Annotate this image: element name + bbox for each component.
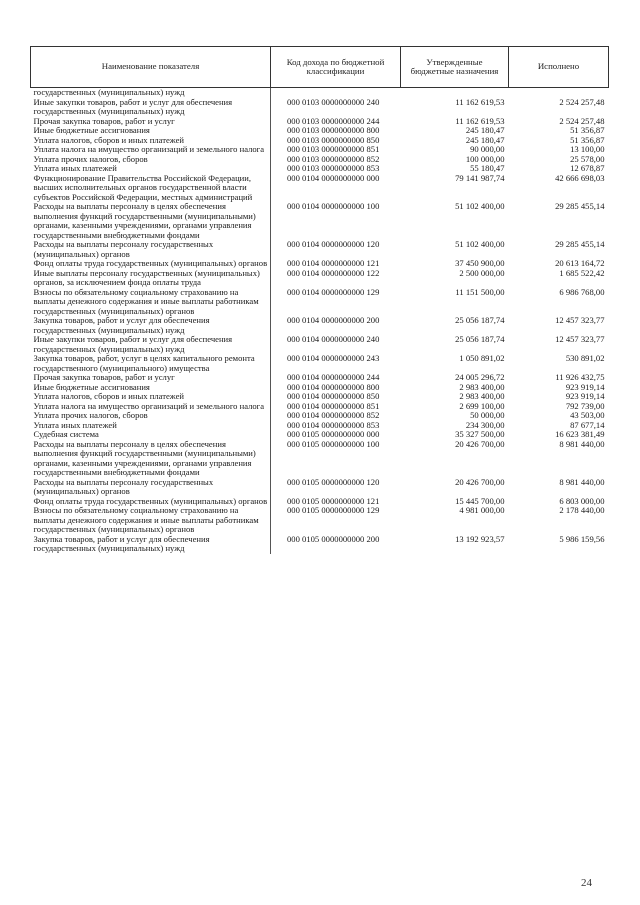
- row-name-cell: Уплата налога на имущество организаций и земельного налога: [33, 144, 265, 154]
- row-executed-cell: 12 457 323,77: [555, 334, 605, 344]
- row-executed-cell: 6 803 000,00: [559, 495, 605, 506]
- row-code-cell: 000 0105 0000000000 129: [271, 506, 401, 535]
- row-executed-cell: 20 613 164,72: [555, 258, 605, 268]
- row-name-cell: Расходы на выплаты персоналу в целях обеспечения выполнения функций государственными (муниципальными) органами, казенными учреждениями, органами управления государственными внебюджетными фондами: [33, 438, 256, 477]
- row-name-cell: Фонд оплаты труда государственных (муниципальных) органов: [33, 495, 268, 506]
- row-executed-cell: 87 677,14: [570, 419, 605, 430]
- row-code-cell: 000 0104 0000000000 243: [271, 354, 401, 373]
- row-executed-cell: 792 739,00: [565, 400, 605, 411]
- row-executed-cell: 51 356,87: [570, 134, 605, 145]
- row-code-cell: 000 0105 0000000000 120: [271, 478, 401, 497]
- row-executed-cell: 12 457 323,77: [555, 315, 605, 325]
- row-approved-cell: [401, 88, 509, 98]
- row-code-cell: 000 0104 0000000000 244: [271, 373, 401, 383]
- row-code-cell: 000 0104 0000000000 800: [271, 383, 401, 393]
- row-executed-cell: 29 285 455,14: [555, 239, 605, 249]
- row-code-cell: 000 0104 0000000000 853: [271, 421, 401, 431]
- row-executed-cell: 8 981 440,00: [559, 438, 605, 449]
- table-row: [31, 440, 609, 478]
- row-approved-cell: 245 180,47: [465, 125, 505, 135]
- row-name-cell: Закупка товаров, работ, услуг в целях капитального ремонта государственного (муниципального) имущества: [33, 353, 255, 373]
- row-name-cell: Иные выплаты персоналу государственных (муниципальных) органов, за исключением фонда оплаты труда: [33, 267, 260, 287]
- row-approved-cell: 35 327 500,00: [455, 429, 505, 439]
- row-code-cell: 000 0104 0000000000 200: [271, 316, 401, 335]
- row-executed-cell: 11 926 432,75: [555, 372, 605, 382]
- row-code-cell: 000 0104 0000000000 851: [271, 402, 401, 412]
- row-code-cell: [271, 88, 401, 98]
- row-executed-cell: 1 685 522,42: [559, 267, 605, 278]
- row-approved-cell: 50 000,00: [470, 410, 505, 420]
- row-executed-cell: 8 981 440,00: [559, 476, 605, 487]
- budget-execution-table: [30, 46, 609, 554]
- row-name-cell: Функционирование Правительства Российской Федерации, высших исполнительных органов государственной власти субъектов Российской Федерации, местных администраций: [33, 172, 253, 202]
- row-code-cell: 000 0104 0000000000 100: [271, 202, 401, 240]
- row-code-cell: 000 0103 0000000000 853: [271, 164, 401, 174]
- row-name-cell: Уплата налогов, сборов и иных платежей: [33, 391, 185, 401]
- table-row: [31, 240, 609, 259]
- row-name-cell: Расходы на выплаты персоналу государственных (муниципальных) органов: [33, 239, 214, 259]
- row-approved-cell: 13 192 923,57: [455, 533, 505, 544]
- row-approved-cell: 1 050 891,02: [459, 353, 505, 363]
- table-row: [31, 316, 609, 335]
- table-row: [31, 535, 609, 554]
- row-name-cell: Уплата налогов, сборов и иных платежей: [33, 134, 185, 145]
- row-name-cell: Уплата прочих налогов, сборов: [33, 153, 148, 164]
- row-name-cell: Взносы по обязательному социальному страхованию на выплаты денежного содержания и иные выплаты работникам государственных (муниципальных) органов: [33, 505, 259, 534]
- row-approved-cell: 2 983 400,00: [459, 391, 505, 401]
- row-executed-cell: 12 678,87: [570, 163, 605, 173]
- row-approved-cell: 11 162 619,53: [455, 96, 505, 107]
- row-name-cell: Уплата иных платежей: [33, 163, 117, 173]
- row-approved-cell: 37 450 900,00: [455, 258, 505, 268]
- row-code-cell: 000 0103 0000000000 800: [271, 126, 401, 136]
- row-name-cell: Закупка товаров, работ и услуг для обеспечения государственных (муниципальных) нужд: [33, 533, 210, 553]
- table-row: [31, 335, 609, 354]
- row-name-cell: Расходы на выплаты персоналу государственных (муниципальных) органов: [33, 476, 214, 496]
- row-code-cell: 000 0104 0000000000 000: [271, 174, 401, 203]
- table-body: [31, 88, 609, 554]
- table-row: [31, 506, 609, 535]
- row-name-cell: Взносы по обязательному социальному страхованию на выплаты денежного содержания и иные выплаты работникам государственных (муниципальных) органов: [33, 286, 259, 316]
- row-executed-cell: [509, 88, 609, 98]
- row-name-cell: Прочая закупка товаров, работ и услуг: [33, 115, 175, 126]
- row-code-cell: 000 0103 0000000000 850: [271, 136, 401, 146]
- row-name-cell: Иные закупки товаров, работ и услуг для обеспечения государственных (муниципальных) нужд: [33, 96, 233, 116]
- row-executed-cell: 530 891,02: [565, 353, 605, 363]
- row-approved-cell: 55 180,47: [470, 163, 505, 173]
- row-code-cell: 000 0105 0000000000 000: [271, 430, 401, 440]
- row-executed-cell: 29 285 455,14: [555, 201, 605, 211]
- table-header-row: [31, 47, 609, 88]
- row-approved-cell: 25 056 187,74: [455, 315, 505, 325]
- row-executed-cell: 42 666 698,03: [555, 172, 605, 183]
- row-code-cell: 000 0105 0000000000 121: [271, 497, 401, 507]
- row-code-cell: 000 0103 0000000000 240: [271, 98, 401, 117]
- row-name-cell: Расходы на выплаты персоналу в целях обеспечения выполнения функций государственными (муниципальными) органами, казенными учреждениями, органами управления государственными внебюджетными фондами: [33, 201, 256, 240]
- row-name-cell: Иные бюджетные ассигнования: [33, 125, 150, 135]
- row-approved-cell: 11 162 619,53: [455, 115, 505, 126]
- row-code-cell: 000 0104 0000000000 122: [271, 269, 401, 288]
- row-code-cell: 000 0103 0000000000 852: [271, 155, 401, 165]
- row-code-cell: 000 0105 0000000000 100: [271, 440, 401, 478]
- row-approved-cell: 20 426 700,00: [455, 438, 505, 449]
- row-code-cell: 000 0104 0000000000 240: [271, 335, 401, 354]
- row-name-cell: Прочая закупка товаров, работ и услуг: [33, 372, 175, 382]
- row-approved-cell: 79 141 987,74: [455, 172, 505, 183]
- row-executed-cell: 2 524 257,48: [559, 96, 605, 107]
- row-name-cell: Уплата налога на имущество организаций и земельного налога: [33, 400, 265, 411]
- table-row: [31, 288, 609, 317]
- header-name: Наименование показателя: [31, 47, 271, 88]
- row-approved-cell: 2 983 400,00: [459, 381, 505, 392]
- row-executed-cell: 5 986 159,56: [559, 533, 605, 544]
- table-row: [31, 98, 609, 117]
- row-name-cell: Уплата иных платежей: [33, 419, 117, 430]
- table-row: [31, 88, 609, 98]
- row-executed-cell: 923 919,14: [565, 381, 605, 392]
- header-approved: Утвержденные бюджетные назначения: [401, 47, 509, 88]
- table-row: [31, 354, 609, 373]
- row-approved-cell: 2 699 100,00: [459, 400, 505, 411]
- row-code-cell: 000 0104 0000000000 129: [271, 288, 401, 317]
- row-approved-cell: 2 500 000,00: [459, 267, 505, 278]
- row-approved-cell: 25 056 187,74: [455, 334, 505, 344]
- row-code-cell: 000 0104 0000000000 852: [271, 411, 401, 421]
- row-code-cell: 000 0104 0000000000 850: [271, 392, 401, 402]
- row-name-cell: государственных (муниципальных) нужд: [33, 87, 185, 97]
- row-approved-cell: 15 445 700,00: [455, 495, 505, 506]
- row-code-cell: 000 0103 0000000000 851: [271, 145, 401, 155]
- table-row: [31, 174, 609, 203]
- page-number: 24: [581, 877, 592, 889]
- row-executed-cell: 2 524 257,48: [559, 115, 605, 126]
- row-executed-cell: 13 100,00: [570, 144, 605, 154]
- row-approved-cell: 24 005 296,72: [455, 372, 505, 382]
- row-executed-cell: 43 503,00: [570, 410, 605, 420]
- row-approved-cell: 234 300,00: [465, 419, 505, 430]
- row-executed-cell: 16 623 381,49: [555, 429, 605, 439]
- row-code-cell: 000 0104 0000000000 121: [271, 259, 401, 269]
- row-code-cell: 000 0103 0000000000 244: [271, 117, 401, 127]
- header-executed: Исполнено: [509, 47, 609, 88]
- row-name-cell: Уплата прочих налогов, сборов: [33, 410, 148, 420]
- row-executed-cell: 923 919,14: [565, 391, 605, 401]
- header-code: Код дохода по бюджетной классификации: [271, 47, 401, 88]
- row-approved-cell: 11 151 500,00: [455, 286, 505, 297]
- row-executed-cell: 2 178 440,00: [559, 505, 605, 515]
- row-approved-cell: 51 102 400,00: [455, 239, 505, 249]
- row-name-cell: Закупка товаров, работ и услуг для обеспечения государственных (муниципальных) нужд: [33, 315, 210, 335]
- row-name-cell: Фонд оплаты труда государственных (муниципальных) органов: [33, 258, 268, 268]
- row-approved-cell: 51 102 400,00: [455, 201, 505, 211]
- table-row: [31, 269, 609, 288]
- row-approved-cell: 90 000,00: [470, 144, 505, 154]
- row-approved-cell: 20 426 700,00: [455, 476, 505, 487]
- row-code-cell: 000 0105 0000000000 200: [271, 535, 401, 554]
- row-executed-cell: 6 986 768,00: [559, 286, 605, 297]
- row-code-cell: 000 0104 0000000000 120: [271, 240, 401, 259]
- row-approved-cell: 100 000,00: [465, 153, 505, 164]
- row-name-cell: Судебная система: [33, 429, 99, 439]
- row-executed-cell: 51 356,87: [570, 125, 605, 135]
- row-name-cell: Иные бюджетные ассигнования: [33, 381, 150, 392]
- row-executed-cell: 25 578,00: [570, 153, 605, 164]
- row-name-cell: Иные закупки товаров, работ и услуг для обеспечения государственных (муниципальных) нужд: [33, 334, 233, 354]
- table-row: [31, 478, 609, 497]
- row-approved-cell: 4 981 000,00: [459, 505, 505, 515]
- table-row: [31, 202, 609, 240]
- row-approved-cell: 245 180,47: [465, 134, 505, 145]
